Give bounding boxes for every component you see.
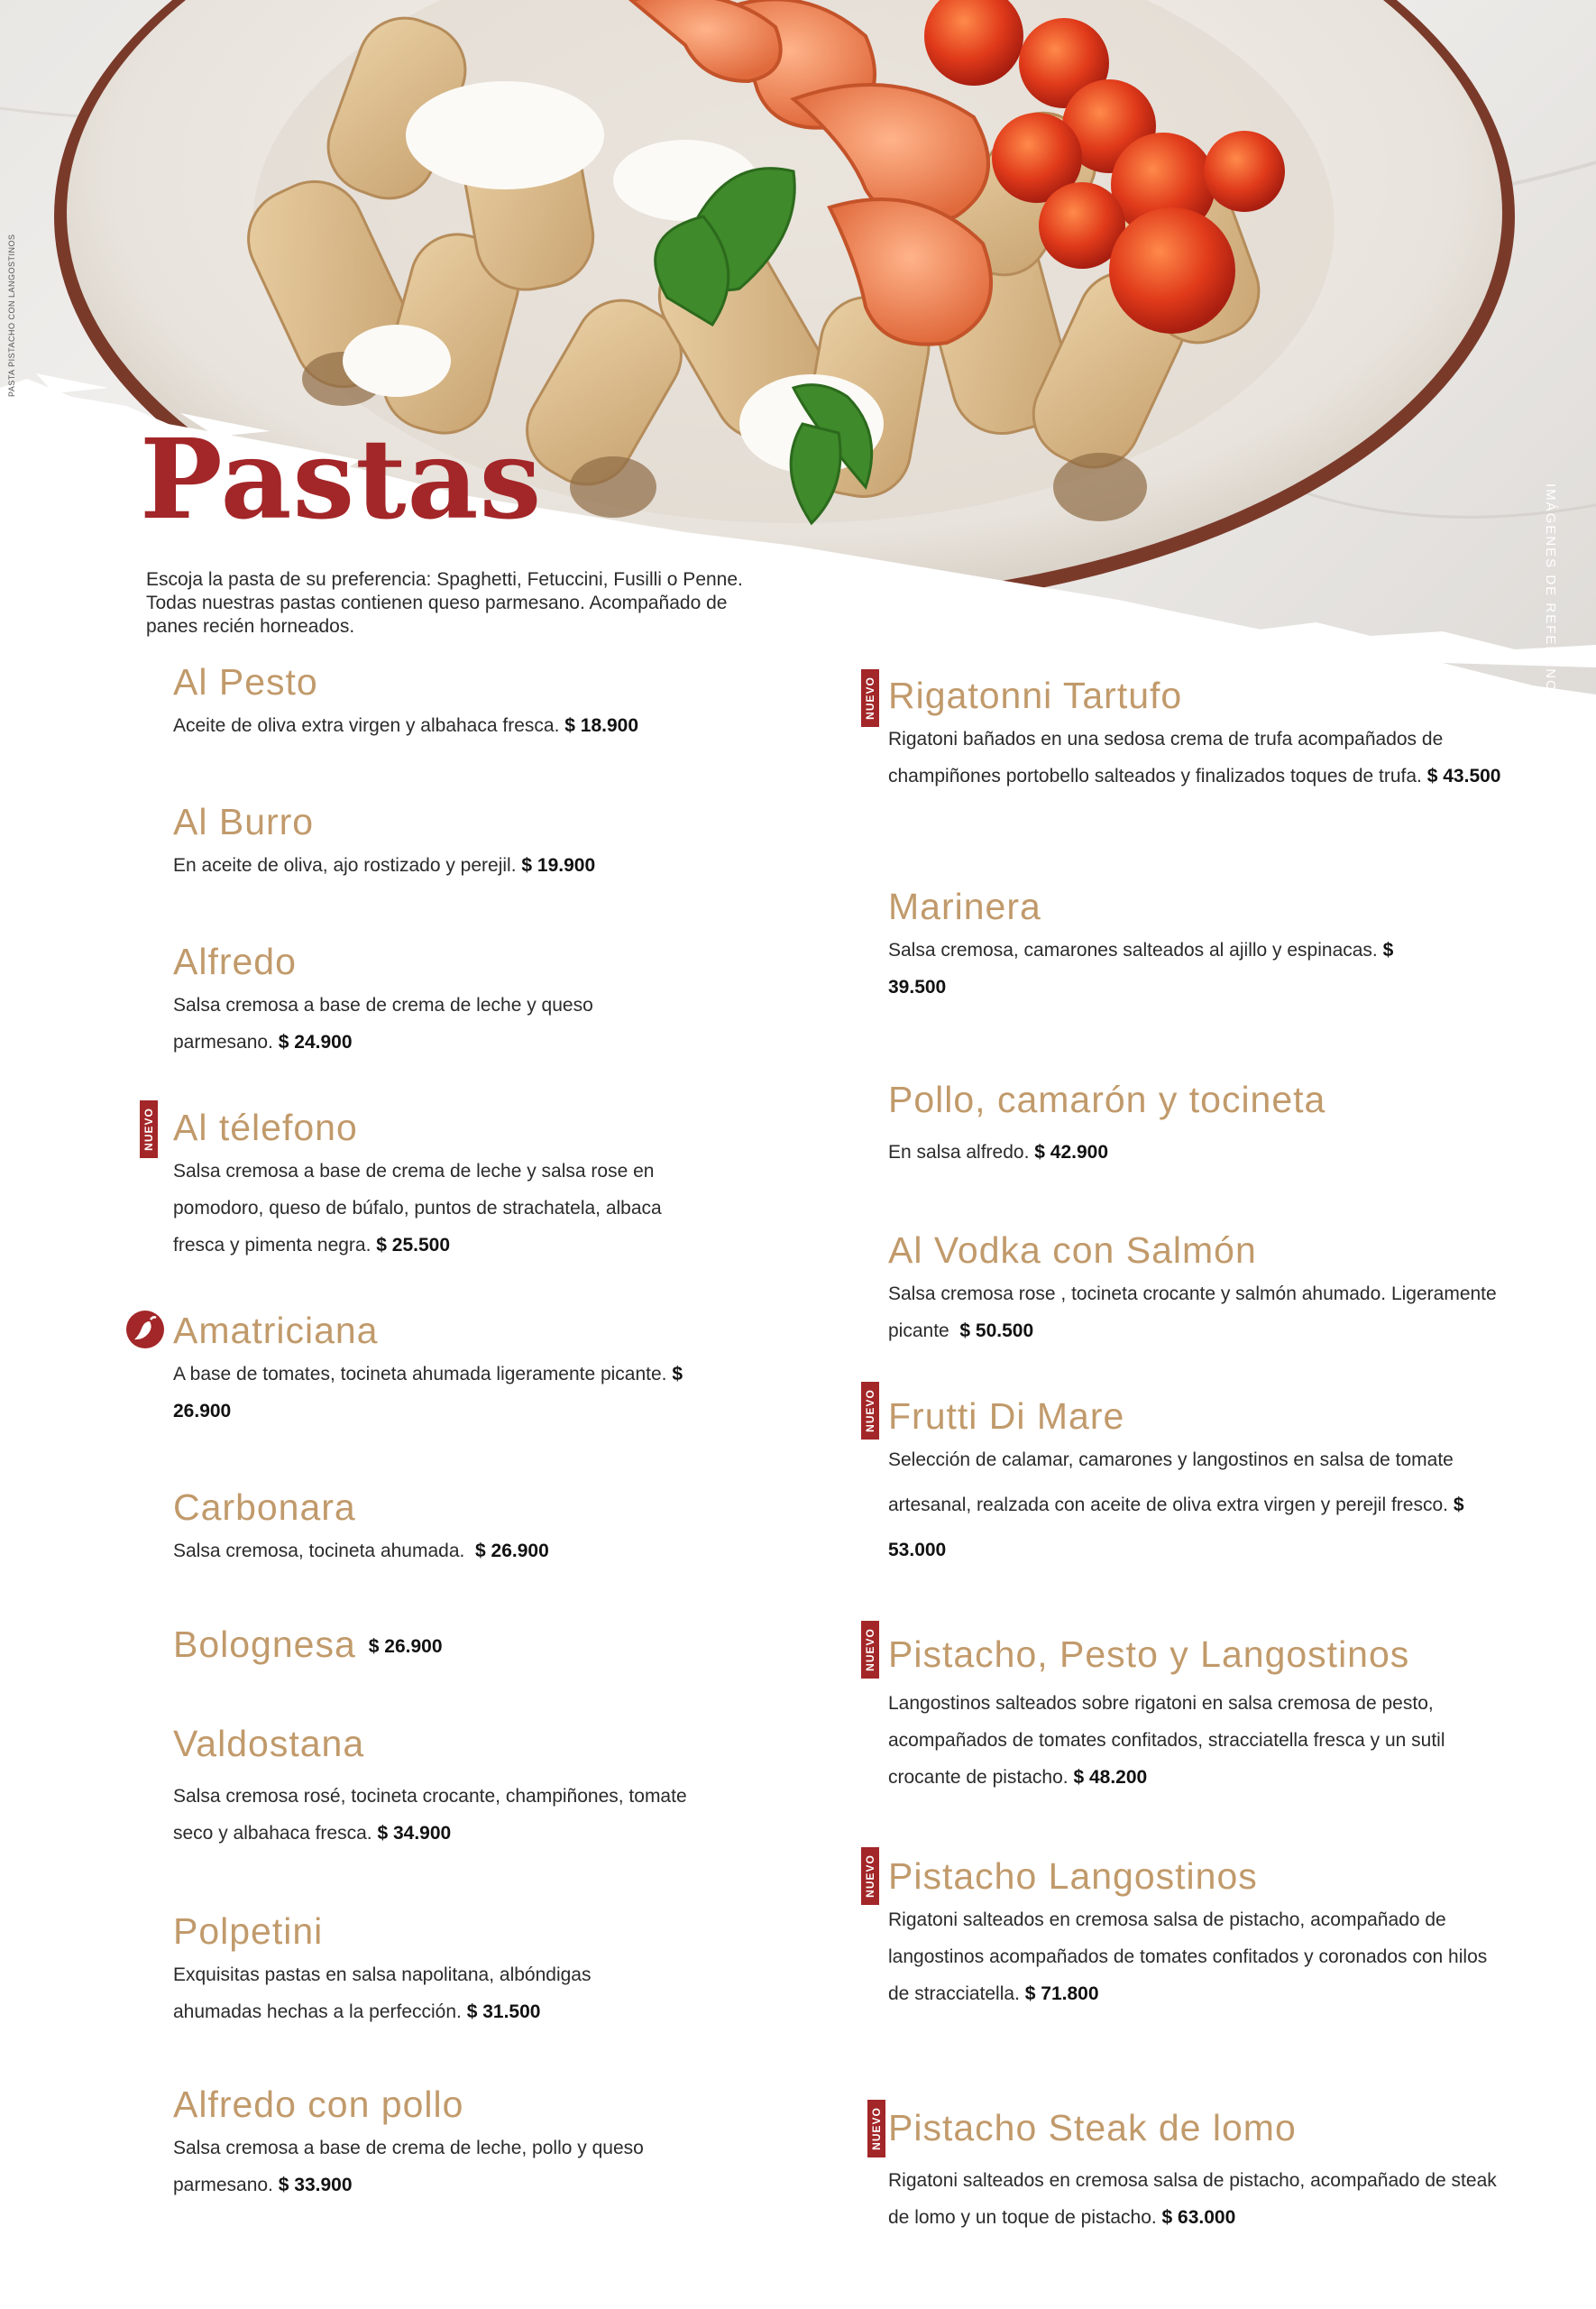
- item-description: Salsa cremosa a base de crema de leche y queso parmesano. $ 24.900: [173, 995, 593, 1053]
- menu-item: [888, 1229, 1519, 1349]
- item-name: Al Pesto: [173, 661, 318, 703]
- menu-item: [173, 1910, 750, 2030]
- item-name: Amatriciana: [173, 1310, 379, 1351]
- menu-item: [173, 1486, 750, 1569]
- chili-pepper-icon: [126, 1311, 164, 1348]
- menu-item: [173, 1624, 750, 1666]
- item-name: Alfredo con pollo: [173, 2084, 464, 2125]
- menu-item: [888, 1855, 1519, 2012]
- item-description: Aceite de oliva extra virgen y albahaca fresca. $ 18.900: [173, 715, 638, 737]
- item-description: Rigatoni bañados en una sedosa crema de trufa acompañados de champiñones portobello salteados y finalizados toques de trufa. $ 43.500: [888, 729, 1501, 787]
- item-price: $ 26.900: [368, 1636, 443, 1658]
- menu-item: [888, 2107, 1519, 2236]
- item-name: Al Vodka con Salmón: [888, 1229, 1257, 1271]
- item-name: Rigatonni Tartufo: [888, 675, 1183, 716]
- item-price: $ 18.900: [564, 715, 638, 737]
- item-price: $ 26.900: [475, 1541, 549, 1562]
- menu-item: [888, 886, 1465, 1006]
- item-name: Al Burro: [173, 801, 315, 842]
- menu-item: [888, 1079, 1519, 1171]
- item-description: Salsa cremosa, camarones salteados al ajillo y espinacas. $ 39.500: [888, 940, 1394, 998]
- menu-item: [173, 801, 750, 884]
- item-name: Pistacho Langostinos: [888, 1855, 1258, 1897]
- item-price: $ 33.900: [278, 2175, 353, 2196]
- item-description: En aceite de oliva, ajo rostizado y perejil. $ 19.900: [173, 855, 596, 877]
- item-name: Bolognesa $ 26.900: [173, 1624, 443, 1665]
- item-name: Carbonara: [173, 1486, 356, 1528]
- item-price: $ 24.900: [278, 1032, 353, 1053]
- menu-item: [173, 1723, 750, 1852]
- item-price: $ 26.900: [173, 1364, 683, 1422]
- item-description: Salsa cremosa rosé, tocineta crocante, champiñones, tomate seco y albahaca fresca. $ 34.900: [173, 1786, 687, 1844]
- item-name: Alfredo: [173, 941, 297, 982]
- item-description: Rigatoni salteados en cremosa salsa de pistacho, acompañado de steak de lomo y un toque de pistacho. $ 63.000: [888, 2170, 1497, 2229]
- nuevo-badge: NUEVO: [861, 1382, 879, 1440]
- menu-item: [888, 1395, 1519, 1573]
- item-description: En salsa alfredo. $ 42.900: [888, 1142, 1109, 1164]
- item-description: Salsa cremosa a base de crema de leche, pollo y queso parmesano. $ 33.900: [173, 2138, 644, 2196]
- item-name: Pollo, camarón y tocineta: [888, 1079, 1326, 1120]
- item-price: $ 71.800: [1024, 1983, 1099, 2005]
- item-price: $ 39.500: [888, 940, 1394, 998]
- nuevo-badge: NUEVO: [861, 1847, 879, 1905]
- item-price: $ 50.500: [959, 1320, 1034, 1342]
- item-description: Salsa cremosa, tocineta ahumada. $ 26.900: [173, 1541, 549, 1562]
- item-price: $ 25.500: [376, 1235, 451, 1256]
- reference-images-note: IMÁGENES DE REFERENCIA: [1543, 483, 1558, 709]
- item-name: Polpetini: [173, 1910, 324, 1952]
- page-title: Pastas: [140, 414, 543, 544]
- photo-caption: PASTA PISTACHO CON LANGOSTINOS: [7, 234, 16, 397]
- nuevo-badge: NUEVO: [867, 2100, 885, 2157]
- nuevo-badge: NUEVO: [861, 1621, 879, 1679]
- item-price: $ 31.500: [466, 2001, 541, 2023]
- item-name: Frutti Di Mare: [888, 1395, 1125, 1437]
- menu-item: [173, 1107, 750, 1264]
- menu-item: [173, 1310, 750, 1430]
- nuevo-badge: NUEVO: [140, 1100, 158, 1158]
- item-price: $ 48.200: [1073, 1767, 1148, 1789]
- item-description: Salsa cremosa rose , tocineta crocante y salmón ahumado. Ligeramente picante $ 50.500: [888, 1283, 1497, 1342]
- nuevo-badge: NUEVO: [861, 669, 879, 727]
- item-price: $ 53.000: [888, 1495, 1464, 1561]
- menu-item: [173, 2084, 750, 2203]
- item-description: Selección de calamar, camarones y langostinos en salsa de tomate artesanal, realzada con aceite de oliva extra virgen y perejil fresco. $ 53.000: [888, 1449, 1464, 1561]
- item-price: $ 63.000: [1161, 2207, 1236, 2229]
- item-price: $ 42.900: [1034, 1142, 1109, 1164]
- item-price: $ 34.900: [377, 1823, 452, 1844]
- item-price: $ 43.500: [1426, 766, 1501, 787]
- menu-item: [173, 941, 750, 1061]
- item-name: Pistacho, Pesto y Langostinos: [888, 1633, 1410, 1675]
- item-description: A base de tomates, tocineta ahumada ligeramente picante. $ 26.900: [173, 1364, 683, 1422]
- item-name: Valdostana: [173, 1723, 365, 1764]
- item-description: Rigatoni salteados en cremosa salsa de pistacho, acompañado de langostinos acompañados de tomates confitados y coronados con hilos de stracciatella. $ 71.800: [888, 1909, 1488, 2005]
- menu-item: [173, 661, 750, 744]
- menu-item: [888, 1633, 1519, 1796]
- item-name: Marinera: [888, 886, 1041, 927]
- item-description: Langostinos salteados sobre rigatoni en salsa cremosa de pesto, acompañados de tomates confitados, stracciatella fresca y un sutil crocante de pistacho. $ 48.200: [888, 1693, 1445, 1789]
- item-name: Pistacho Steak de lomo: [888, 2107, 1297, 2148]
- menu-item: [888, 675, 1519, 795]
- intro-text: Escoja la pasta de su preferencia: Spaghetti, Fetuccini, Fusilli o Penne. Todas nuestras pastas contienen queso parmesano. Acompañado de panes recién horneados.: [146, 569, 743, 637]
- item-description: Exquisitas pastas en salsa napolitana, albóndigas ahumadas hechas a la perfección. $ 31.500: [173, 1964, 592, 2023]
- item-price: $ 19.900: [521, 855, 596, 877]
- item-name: Al télefono: [173, 1107, 358, 1148]
- item-description: Salsa cremosa a base de crema de leche y salsa rose en pomodoro, queso de búfalo, puntos de strachatela, albaca fresca y pimenta negra. $ 25.500: [173, 1161, 662, 1256]
